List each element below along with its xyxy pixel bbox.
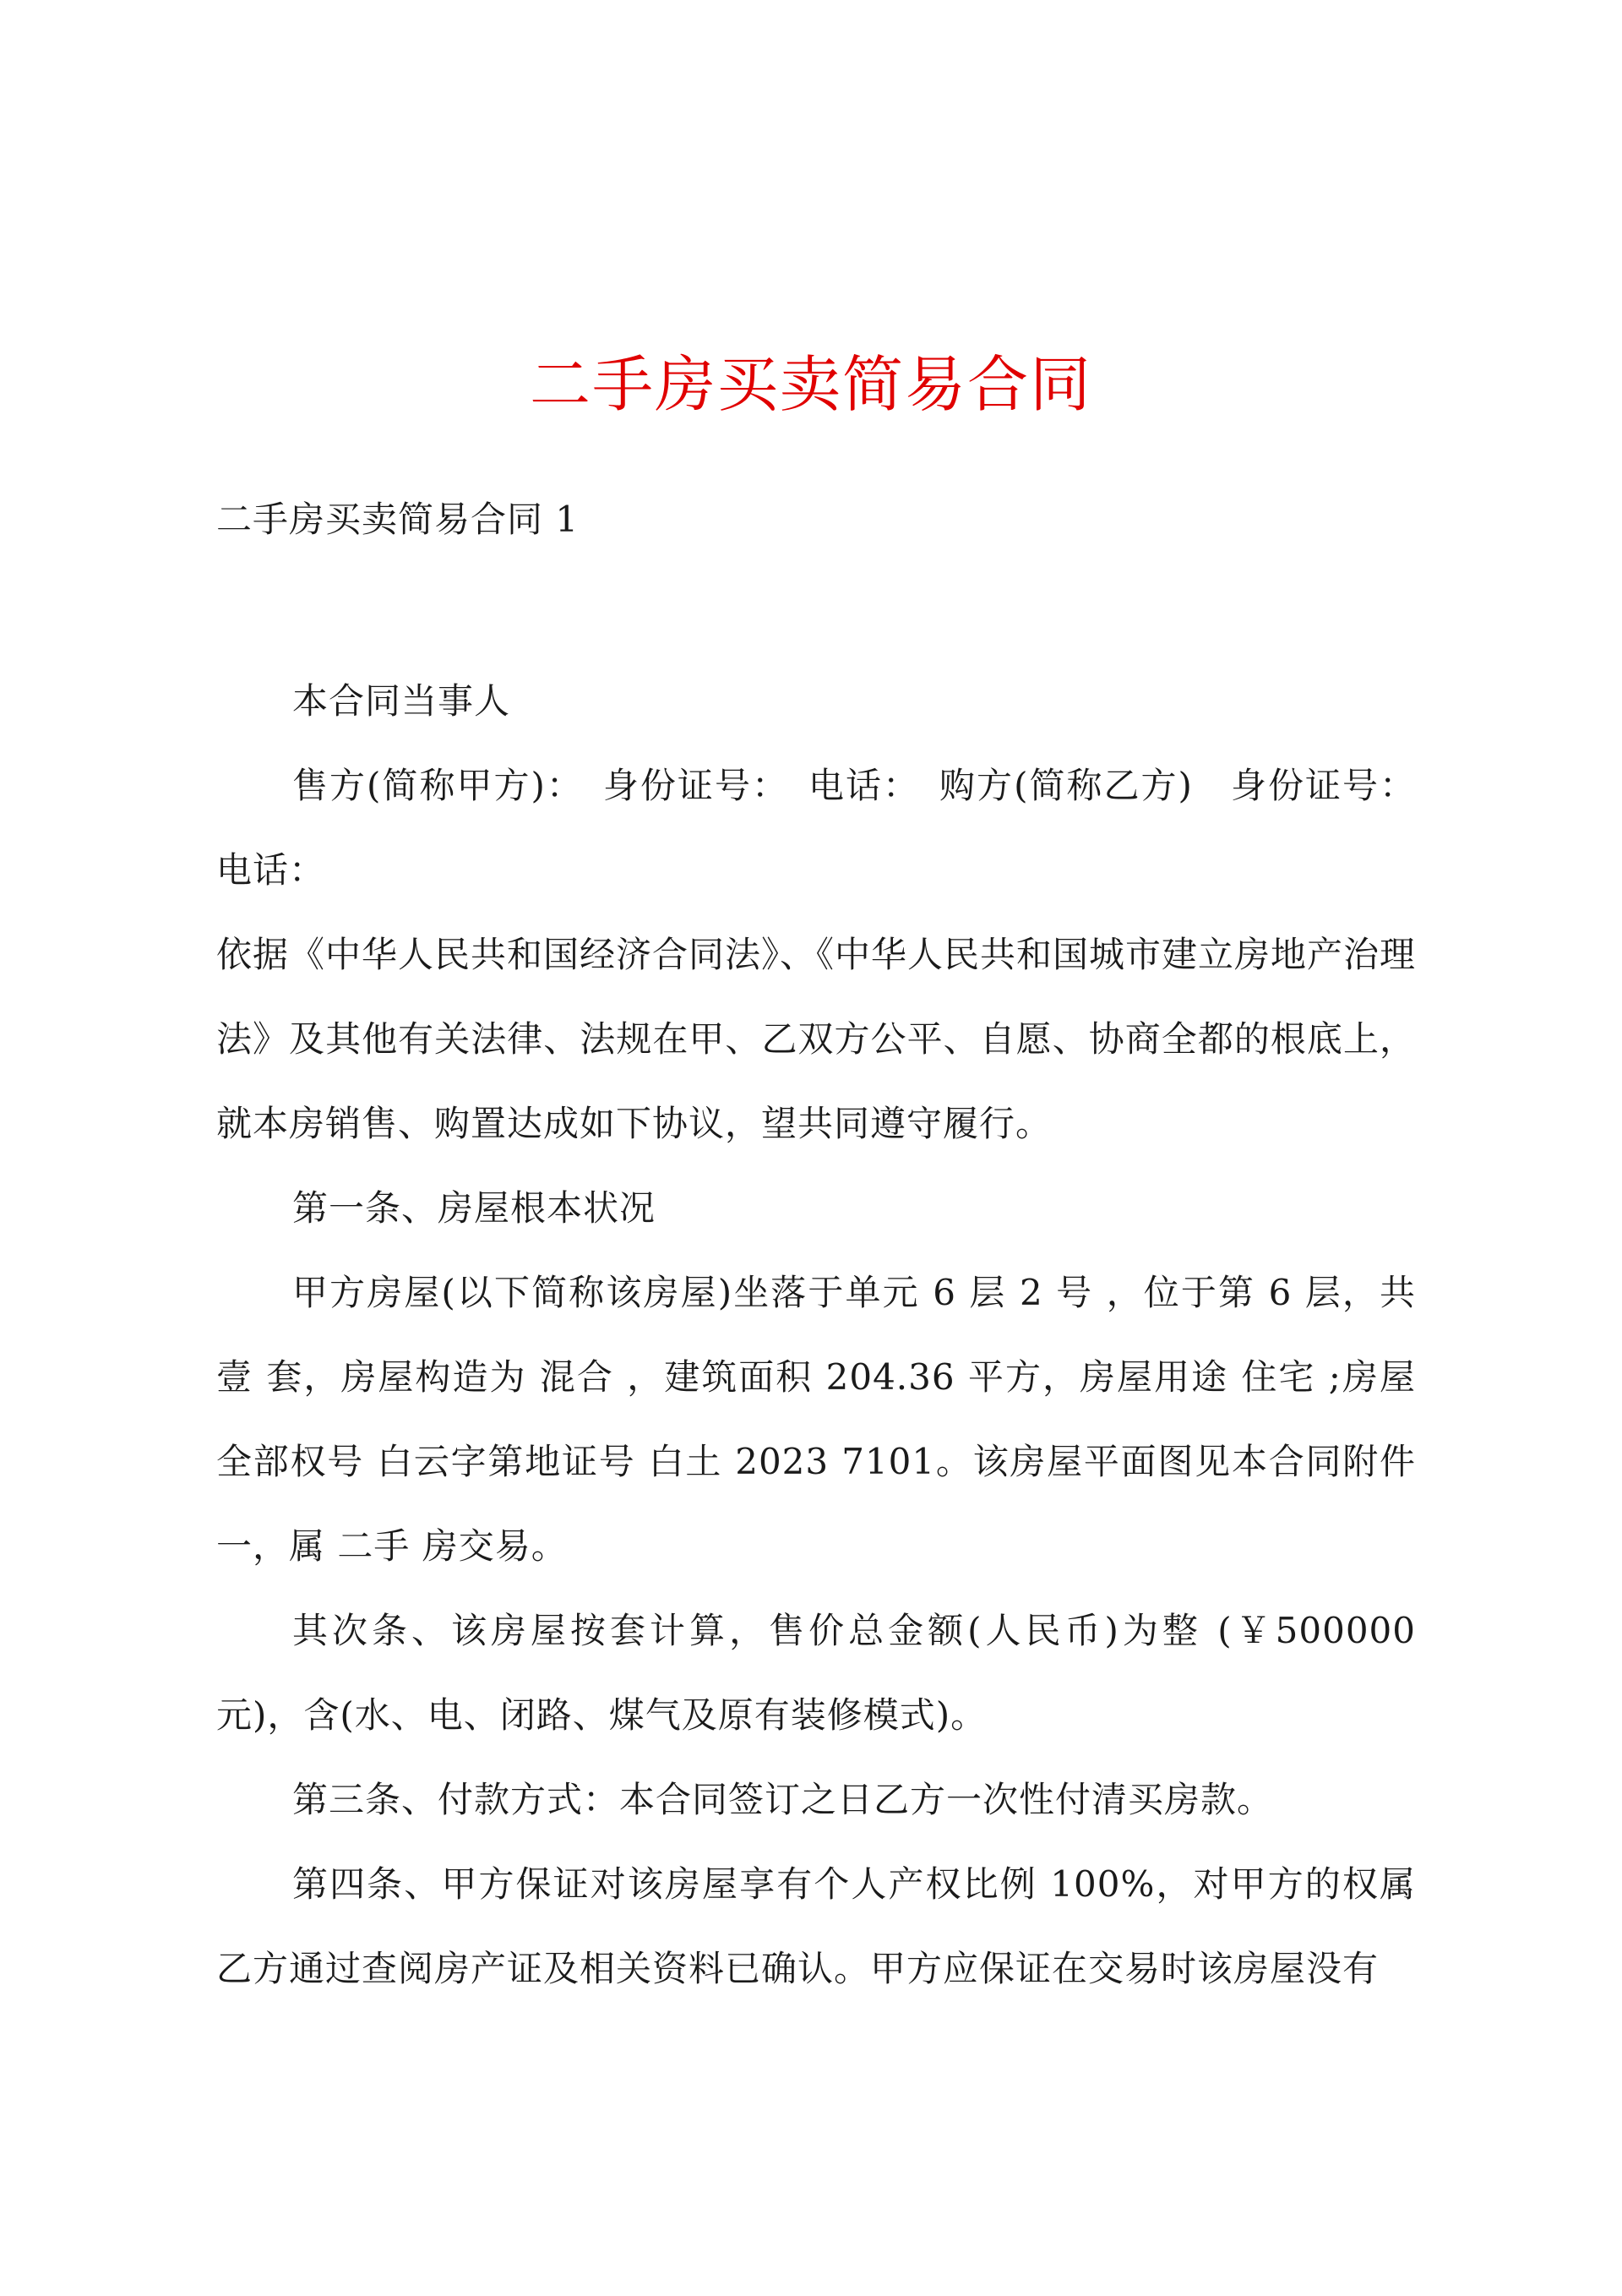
paragraph-parties-info: 售方(简称甲方)： 身份证号： 电话： 购方(简称乙方) 身份证号：电话： [216,765,1416,891]
paragraph-article-1-details: 甲方房屋(以下简称该房屋)坐落于单元 6 层 2 号 ，位于第 6 层，共 壹 套，房屋构造为 混合 ，建筑面积 204.36 平方，房屋用途 住宅 ;房屋全部权号 白云字第地证号 白土 2023 7101。该房屋平面图见本合同附件一，属 二手 房交易。 [216,1272,1416,1567]
document-subtitle: 二手房买卖简易合同 1 [216,499,580,540]
paragraph-legal-basis: 依据《中华人民共和国经济合同法》、《中华人民共和国城市建立房地产治理法》及其他有关法律、法规在甲、乙双方公平、自愿、协商全都的根底上，就本房销售、购置达成如下协议，望共同遵守履行。 [216,934,1417,1144]
paragraph-article-2: 其次条、该房屋按套计算，售价总金额(人民币)为整 (￥500000 元)，含(水、电、闭路、煤气及原有装修模式)。 [216,1610,1416,1736]
paragraph-article-4: 第四条、甲方保证对该房屋享有个人产权比例 100%，对甲方的权属乙方通过查阅房产证及相关资料已确认。甲方应保证在交易时该房屋没有 [216,1863,1416,1989]
paragraph-parties-heading: 本合同当事人 [292,680,511,722]
document-title: 二手房买卖简易合同 [529,349,1092,420]
paragraph-article-3: 第三条、付款方式：本合同签订之日乙方一次性付清买房款。 [292,1779,1274,1820]
document-body [216,659,1416,2011]
paragraph-article-1-heading: 第一条、房屋根本状况 [292,1187,656,1229]
